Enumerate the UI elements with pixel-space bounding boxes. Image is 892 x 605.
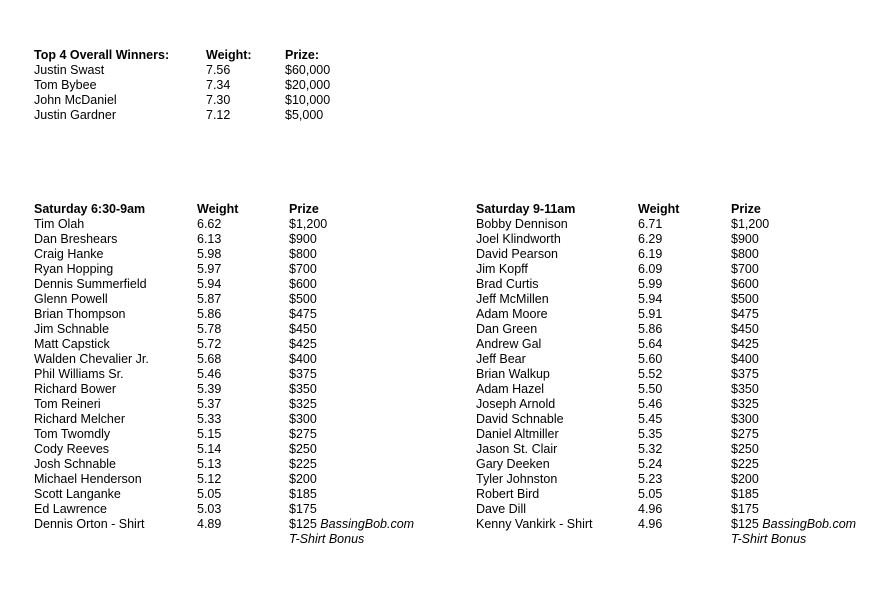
top-winners-prize-header: Prize: — [285, 48, 320, 62]
prize-value: $125 — [731, 517, 759, 531]
prize-cell — [731, 442, 759, 457]
angler-name: Justin Swast — [34, 63, 105, 77]
prize-value: $475 — [289, 307, 317, 321]
saturday-late-session-header: Saturday 9-11am — [476, 202, 576, 216]
saturday-late-bonus-note: T-Shirt Bonus — [731, 532, 807, 546]
prize-cell — [731, 337, 759, 352]
prize-cell — [731, 397, 759, 412]
weight-value: 5.37 — [197, 397, 222, 411]
weight-value: 5.64 — [638, 337, 663, 351]
prize-cell — [289, 397, 317, 412]
angler-name: Brad Curtis — [476, 277, 539, 291]
prize-value: $325 — [289, 397, 317, 411]
weight-value: 5.12 — [197, 472, 222, 486]
prize-cell — [289, 502, 317, 517]
top-winners-name-header: Top 4 Overall Winners: — [34, 48, 170, 62]
angler-name: Daniel Altmiller — [476, 427, 559, 441]
angler-name: Bobby Dennison — [476, 217, 568, 231]
weight-value: 5.68 — [197, 352, 222, 366]
prize-value: $700 — [731, 262, 759, 276]
prize-cell — [289, 367, 317, 382]
prize-cell — [289, 382, 317, 397]
weight-value: 5.23 — [638, 472, 663, 486]
angler-name: Michael Henderson — [34, 472, 142, 486]
prize-value: $175 — [731, 502, 759, 516]
prize-cell — [289, 232, 317, 247]
prize-value: $250 — [289, 442, 317, 456]
saturday-late-prize-header: Prize — [731, 202, 761, 216]
prize-value: $375 — [731, 367, 759, 381]
weight-value: 5.86 — [197, 307, 222, 321]
angler-name: Cody Reeves — [34, 442, 110, 456]
prize-value: $800 — [289, 247, 317, 261]
angler-name: Tyler Johnston — [476, 472, 558, 486]
prize-cell — [289, 217, 327, 232]
weight-value: 5.52 — [638, 367, 663, 381]
prize-cell — [289, 337, 317, 352]
prize-cell — [289, 277, 317, 292]
prize-cell — [731, 487, 759, 502]
prize-value: $1,200 — [731, 217, 770, 231]
weight-value: 5.33 — [197, 412, 222, 426]
angler-name: Brian Walkup — [476, 367, 550, 381]
prize-value: $600 — [731, 277, 759, 291]
prize-cell — [731, 502, 759, 517]
prize-value: $375 — [289, 367, 317, 381]
angler-name: Walden Chevalier Jr. — [34, 352, 149, 366]
angler-name: Tim Olah — [34, 217, 85, 231]
prize-cell — [289, 427, 317, 442]
angler-name: Kenny Vankirk - Shirt — [476, 517, 593, 531]
angler-name: Joseph Arnold — [476, 397, 556, 411]
angler-name: Jason St. Clair — [476, 442, 558, 456]
prize-cell — [731, 262, 759, 277]
weight-value: 4.89 — [197, 517, 222, 531]
prize-value: $125 — [289, 517, 317, 531]
weight-value: 6.19 — [638, 247, 663, 261]
weight-value: 5.78 — [197, 322, 222, 336]
angler-name: Andrew Gal — [476, 337, 542, 351]
prize-cell — [289, 472, 317, 487]
prize-value: $900 — [731, 232, 759, 246]
angler-name: Jeff Bear — [476, 352, 526, 366]
angler-name: Dennis Summerfield — [34, 277, 147, 291]
prize-cell — [289, 517, 414, 532]
prize-cell — [731, 412, 759, 427]
weight-value: 4.96 — [638, 517, 663, 531]
bonus-sponsor: BassingBob.com — [762, 517, 857, 531]
weight-value: 5.50 — [638, 382, 663, 396]
weight-value: 7.56 — [206, 63, 231, 77]
weight-value: 5.14 — [197, 442, 222, 456]
weight-value: 5.94 — [197, 277, 222, 291]
weight-value: 5.97 — [197, 262, 222, 276]
prize-cell — [285, 78, 330, 93]
angler-name: John McDaniel — [34, 93, 117, 107]
prize-cell — [289, 307, 317, 322]
weight-value: 6.09 — [638, 262, 663, 276]
saturday-early-session-header: Saturday 6:30-9am — [34, 202, 146, 216]
weight-value: 6.71 — [638, 217, 663, 231]
angler-name: Gary Deeken — [476, 457, 550, 471]
weight-value: 6.62 — [197, 217, 222, 231]
prize-value: $350 — [731, 382, 759, 396]
weight-value: 6.13 — [197, 232, 222, 246]
prize-cell — [731, 307, 759, 322]
weight-value: 5.15 — [197, 427, 222, 441]
weight-value: 6.29 — [638, 232, 663, 246]
prize-cell — [731, 292, 759, 307]
angler-name: Richard Melcher — [34, 412, 126, 426]
angler-name: Glenn Powell — [34, 292, 108, 306]
angler-name: Adam Moore — [476, 307, 548, 321]
prize-cell — [285, 108, 323, 123]
prize-cell — [289, 487, 317, 502]
angler-name: Craig Hanke — [34, 247, 104, 261]
prize-value: $350 — [289, 382, 317, 396]
angler-name: Adam Hazel — [476, 382, 545, 396]
angler-name: Justin Gardner — [34, 108, 116, 122]
angler-name: Joel Klindworth — [476, 232, 561, 246]
prize-value: $185 — [289, 487, 317, 501]
prize-cell — [289, 262, 317, 277]
prize-cell — [289, 442, 317, 457]
weight-value: 5.03 — [197, 502, 222, 516]
angler-name: Scott Langanke — [34, 487, 121, 501]
weight-value: 5.91 — [638, 307, 663, 321]
angler-name: David Pearson — [476, 247, 558, 261]
prize-value: $450 — [289, 322, 317, 336]
prize-cell — [731, 217, 769, 232]
prize-value: $500 — [731, 292, 759, 306]
prize-cell — [731, 322, 759, 337]
prize-value: $600 — [289, 277, 317, 291]
prize-cell — [731, 352, 759, 367]
prize-cell — [731, 367, 759, 382]
weight-value: 5.35 — [638, 427, 663, 441]
prize-value: $700 — [289, 262, 317, 276]
prize-cell — [285, 63, 330, 78]
angler-name: Richard Bower — [34, 382, 116, 396]
weight-value: 5.94 — [638, 292, 663, 306]
weight-value: 5.98 — [197, 247, 222, 261]
prize-value: $185 — [731, 487, 759, 501]
weight-value: 7.12 — [206, 108, 231, 122]
angler-name: Dan Breshears — [34, 232, 118, 246]
prize-cell — [731, 517, 856, 532]
weight-value: 5.99 — [638, 277, 663, 291]
prize-value: $325 — [731, 397, 759, 411]
angler-name: Dan Green — [476, 322, 538, 336]
prize-value: $200 — [289, 472, 317, 486]
prize-cell — [731, 457, 759, 472]
weight-value: 5.13 — [197, 457, 222, 471]
prize-value: $425 — [731, 337, 759, 351]
prize-value: $500 — [289, 292, 317, 306]
angler-name: Dave Dill — [476, 502, 527, 516]
angler-name: David Schnable — [476, 412, 564, 426]
prize-cell — [731, 472, 759, 487]
saturday-late-weight-header: Weight — [638, 202, 680, 216]
angler-name: Jeff McMillen — [476, 292, 549, 306]
prize-value: $10,000 — [285, 93, 331, 107]
prize-cell — [731, 427, 759, 442]
angler-name: Phil Williams Sr. — [34, 367, 124, 381]
prize-value: $450 — [731, 322, 759, 336]
top-winners-weight-header: Weight: — [206, 48, 252, 62]
prize-value: $250 — [731, 442, 759, 456]
prize-cell — [289, 292, 317, 307]
angler-name: Jim Kopff — [476, 262, 528, 276]
angler-name: Dennis Orton - Shirt — [34, 517, 145, 531]
bonus-sponsor: BassingBob.com — [320, 517, 415, 531]
weight-value: 4.96 — [638, 502, 663, 516]
angler-name: Matt Capstick — [34, 337, 110, 351]
weight-value: 5.46 — [197, 367, 222, 381]
weight-value: 5.05 — [638, 487, 663, 501]
saturday-early-bonus-note: T-Shirt Bonus — [289, 532, 365, 546]
prize-value: $400 — [731, 352, 759, 366]
prize-cell — [731, 247, 759, 262]
prize-value: $275 — [289, 427, 317, 441]
angler-name: Ryan Hopping — [34, 262, 114, 276]
prize-value: $5,000 — [285, 108, 324, 122]
weight-value: 5.45 — [638, 412, 663, 426]
weight-value: 5.24 — [638, 457, 663, 471]
angler-name: Tom Twomdly — [34, 427, 111, 441]
angler-name: Tom Bybee — [34, 78, 97, 92]
prize-cell — [289, 412, 317, 427]
prize-value: $175 — [289, 502, 317, 516]
prize-cell — [289, 352, 317, 367]
prize-value: $20,000 — [285, 78, 331, 92]
prize-cell — [731, 277, 759, 292]
prize-cell — [289, 322, 317, 337]
angler-name: Tom Reineri — [34, 397, 101, 411]
weight-value: 5.60 — [638, 352, 663, 366]
weight-value: 5.87 — [197, 292, 222, 306]
prize-cell — [289, 457, 317, 472]
saturday-early-prize-header: Prize — [289, 202, 319, 216]
prize-cell — [731, 232, 759, 247]
prize-value: $60,000 — [285, 63, 331, 77]
prize-value: $225 — [731, 457, 759, 471]
weight-value: 5.32 — [638, 442, 663, 456]
prize-value: $425 — [289, 337, 317, 351]
angler-name: Brian Thompson — [34, 307, 126, 321]
prize-value: $300 — [289, 412, 317, 426]
weight-value: 5.05 — [197, 487, 222, 501]
prize-value: $475 — [731, 307, 759, 321]
prize-value: $225 — [289, 457, 317, 471]
weight-value: 5.72 — [197, 337, 222, 351]
weight-value: 7.34 — [206, 78, 231, 92]
prize-value: $275 — [731, 427, 759, 441]
prize-value: $200 — [731, 472, 759, 486]
weight-value: 5.86 — [638, 322, 663, 336]
prize-cell — [285, 93, 330, 108]
prize-value: $400 — [289, 352, 317, 366]
saturday-early-weight-header: Weight — [197, 202, 239, 216]
prize-cell — [731, 382, 759, 397]
angler-name: Ed Lawrence — [34, 502, 107, 516]
angler-name: Jim Schnable — [34, 322, 110, 336]
angler-name: Robert Bird — [476, 487, 540, 501]
prize-value: $300 — [731, 412, 759, 426]
angler-name: Josh Schnable — [34, 457, 117, 471]
prize-cell — [289, 247, 317, 262]
weight-value: 5.46 — [638, 397, 663, 411]
weight-value: 7.30 — [206, 93, 231, 107]
prize-value: $800 — [731, 247, 759, 261]
weight-value: 5.39 — [197, 382, 222, 396]
prize-value: $900 — [289, 232, 317, 246]
prize-value: $1,200 — [289, 217, 328, 231]
